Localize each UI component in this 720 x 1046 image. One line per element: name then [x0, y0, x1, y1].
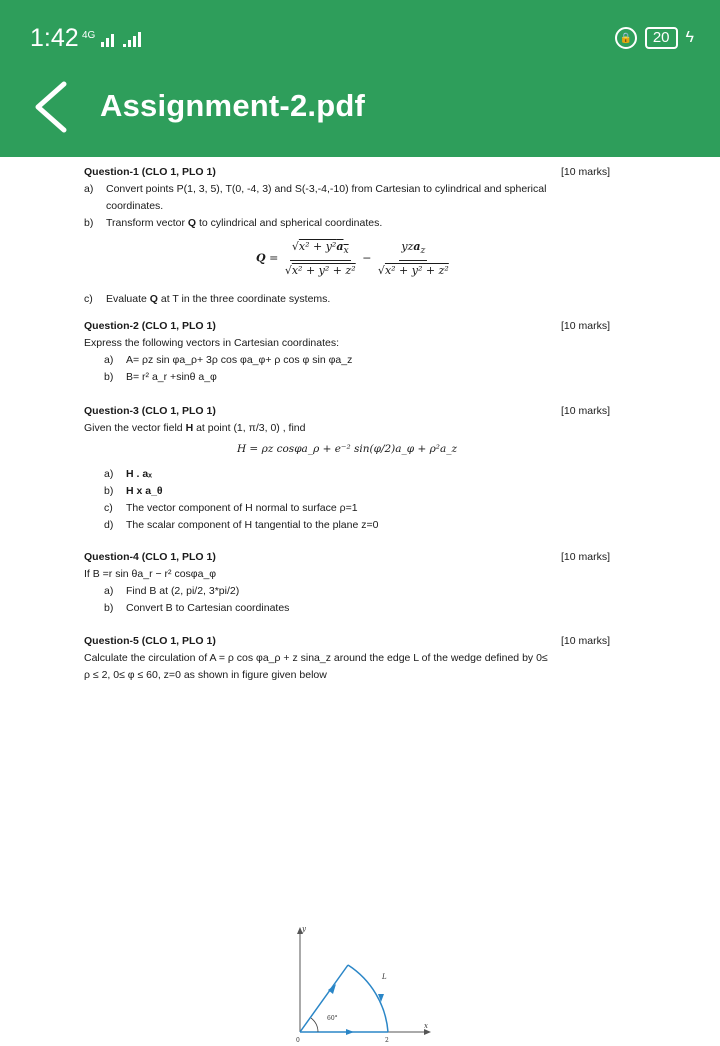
question-heading: Question-1 (CLO 1, PLO 1) [84, 166, 216, 178]
question-5-header [84, 633, 610, 650]
question-text: ρ ≤ 2, 0≤ φ ≤ 60, z=0 as shown in figure given below [84, 669, 327, 681]
question-heading: Question-2 (CLO 1, PLO 1) [84, 320, 216, 332]
marks: [10 marks] [560, 551, 610, 563]
marks: [10 marks] [560, 635, 610, 647]
x-tick-label: 2 [385, 1037, 389, 1044]
angle-label: 60° [327, 1015, 338, 1022]
document-title: Assignment-2.pdf [100, 88, 365, 123]
question-5 [84, 633, 610, 684]
status-time: 1:42 [30, 24, 79, 52]
item-label: a) [104, 468, 114, 480]
item-label: a) [104, 354, 114, 366]
list-item [84, 291, 610, 308]
question-2-header [84, 318, 610, 335]
battery-indicator: 20 [645, 27, 678, 49]
item-label: c) [84, 293, 93, 305]
question-heading: Question-5 (CLO 1, PLO 1) [84, 635, 216, 647]
marks: [10 marks] [560, 405, 610, 417]
item-label: a) [84, 183, 94, 195]
list-item [84, 181, 610, 198]
equation-q: Q = $\frac{√x^2 + y^2a_x}{\text{√x² + y² + z²}}$ − $\frac{yza_z}{\text{√x² + y² + z²}}$ [256, 240, 449, 278]
question-4 [84, 549, 610, 617]
app-header [0, 0, 720, 157]
wedge-edge-radial [300, 965, 348, 1032]
x-label: x [424, 1022, 428, 1030]
item-label: b) [104, 371, 114, 383]
question-heading: Question-3 (CLO 1, PLO 1) [84, 405, 216, 417]
list-item [84, 466, 610, 483]
list-item [84, 483, 610, 500]
item-text: Convert B to Cartesian coordinates [126, 602, 290, 614]
item-text: B= r² a_r +sinθ a_φ [126, 371, 217, 383]
list-item [84, 352, 610, 369]
item-label: a) [104, 585, 114, 597]
list-item [84, 583, 610, 600]
lock-icon: 🔒 [615, 27, 637, 49]
equation-h: H = ρz cosφa_ρ + e⁻² sin(φ/2)a_φ + ρ²a_z [236, 443, 458, 455]
item-text: H x a_θ [126, 485, 163, 497]
origin-label: 0 [296, 1037, 300, 1044]
intro-text: Given the vector field H at point (1, π/3, 0) , find [84, 422, 306, 434]
status-bar [0, 0, 720, 78]
item-text: Evaluate Q at T in the three coordinate systems. [106, 293, 331, 305]
list-item-continuation [84, 198, 610, 215]
question-3-header [84, 403, 610, 420]
item-text: coordinates. [106, 200, 164, 212]
marks: [10 marks] [560, 320, 610, 332]
arrow-base [346, 1029, 354, 1035]
question-2 [84, 318, 610, 386]
item-text: The scalar component of H tangential to the plane z=0 [126, 519, 379, 531]
l-label: L [382, 973, 387, 981]
charging-icon: ϟ [685, 29, 694, 46]
item-text: Transform vector Q to cylindrical and spherical coordinates. [106, 217, 383, 229]
list-item [84, 600, 610, 617]
angle-arc [311, 1018, 318, 1032]
intro-text: Express the following vectors in Cartesian coordinates: [84, 337, 340, 349]
marks: [10 marks] [560, 166, 610, 178]
list-item [84, 500, 610, 517]
item-text: A= ρz sin φa_ρ+ 3ρ cos φa_φ+ ρ cos φ sin φa_z [126, 354, 353, 366]
question-3 [84, 403, 610, 534]
item-label: c) [104, 502, 113, 514]
question-heading: Question-4 (CLO 1, PLO 1) [84, 551, 216, 563]
item-label: b) [104, 485, 114, 497]
wedge-figure [290, 922, 440, 1046]
item-text: Convert points P(1, 3, 5), T(0, -4, 3) and S(-3,-4,-10) from Cartesian to cylindrical and spherical [106, 183, 547, 195]
question-text: Calculate the circulation of A = ρ cos φa_ρ + z sina_z around the edge L of the wedge defined by 0≤ [84, 652, 548, 664]
status-right [615, 27, 694, 49]
question-4-header [84, 549, 610, 566]
item-text: The vector component of H normal to surface ρ=1 [126, 502, 358, 514]
item-label: b) [84, 217, 94, 229]
question-1 [84, 164, 610, 232]
intro-text: If B =r sin θa_r − r² cosφa_φ [84, 568, 217, 580]
y-label: y [302, 925, 306, 933]
item-text: Find B at (2, pi/2, 3*pi/2) [126, 585, 240, 597]
question-1-c [84, 291, 610, 308]
back-arrow-icon[interactable] [30, 80, 72, 134]
list-item [84, 517, 610, 534]
item-label: b) [104, 602, 114, 614]
network-type: 4G [82, 30, 96, 41]
question-1-header [84, 164, 610, 181]
item-text: H . aₓ [126, 468, 153, 480]
list-item [84, 215, 610, 232]
signal-icon [101, 28, 149, 48]
list-item [84, 369, 610, 386]
item-label: d) [104, 519, 114, 531]
